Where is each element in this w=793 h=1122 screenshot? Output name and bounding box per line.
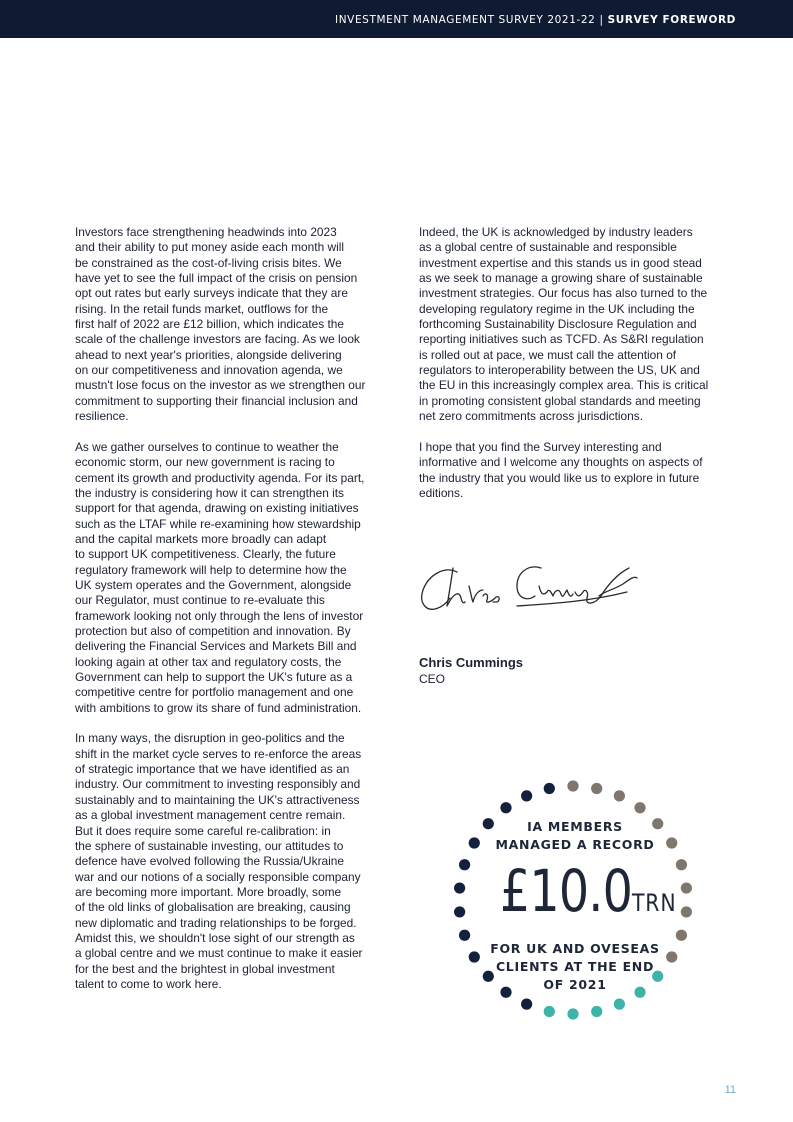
right-column [419, 225, 741, 517]
ring-dot [469, 951, 480, 962]
stat-bottom-text: FOR UK AND OVESEAS CLIENTS AT THE END OF 2021 [490, 941, 660, 992]
ring-dot [454, 882, 465, 893]
header-separator: | [599, 14, 604, 26]
ring-dot [544, 783, 555, 794]
header-bar [0, 0, 793, 38]
signatory-name: Chris Cummings [419, 655, 524, 670]
ring-dot [591, 1006, 602, 1017]
stat-top-text: IA MEMBERS MANAGED A RECORD [495, 819, 655, 852]
left-column [75, 225, 397, 1008]
stat-value: £10.0 [499, 857, 632, 925]
paragraph: I hope that you find the Survey interesting and informative and I welcome any thoughts on aspects of the industry that you would like us to explore in future editions. [419, 439, 703, 500]
paragraph: As we gather ourselves to continue to weather the economic storm, our new government is racing to cement its growth and productivity agenda. For its part, the industry is considering how it can strengthen its support for that agenda, drawing on existing initiatives such as the LTAF while re-examining how stewardship and the capital markets more broadly can adapt to support UK competitiveness. Clearly, the future regulatory framework will help to determine how the UK system operates and the Government, alongside our Regulator, must continue to re-evaluate this framework looking not only through the lens of investor protection but also of competition and innovation. By delivering the Financial Services and Markets Bill and looking again at other tax and regulatory costs, the Government can help to support the UK's future as a competitive centre for portfolio management and one with ambitions to grow its share of fund administration. [75, 439, 365, 715]
header-chapter: SURVEY FOREWORD [607, 14, 736, 26]
running-header [335, 14, 736, 26]
stat-unit: TRN [631, 889, 677, 917]
ring-dot [614, 790, 625, 801]
ring-dot [634, 802, 645, 813]
page-number: 11 [724, 1084, 736, 1096]
paragraph: Investors face strengthening headwinds into 2023 and their ability to put money aside each month will be constrained as the cost-of-living crisis bites. We have yet to see the full impact of the crisis on pension opt out rates but early surveys indicate that they are rising. In the retail funds market, outflows for the first half of 2022 are £12 billion, which indicates the scale of the challenge investors are facing. As we look ahead to next year's priorities, alongside delivering on our competitiveness and innovation agenda, we mustn't lose focus on the investor as we strengthen our commitment to supporting their financial inclusion and resilience. [75, 225, 366, 424]
header-section: INVESTMENT MANAGEMENT SURVEY 2021-22 [335, 14, 596, 26]
ring-dot [567, 1008, 578, 1019]
ring-dot [459, 930, 470, 941]
ring-dot [591, 783, 602, 794]
signatory-title: CEO [419, 672, 446, 686]
ring-dot [544, 1006, 555, 1017]
paragraph: Indeed, the UK is acknowledged by industry leaders as a global centre of sustainable and responsible investment expertise and this stands us in good stead as we seek to manage a growing share of sustainable investment strategies. Our focus has also turned to the developing regulatory regime in the UK including the forthcoming Sustainability Disclosure Regulation and reporting initiatives such as TCFD. As S&RI regulation is rolled out at pace, we must call the attention of regulators to interoperability between the US, UK and the EU in this increasingly complex area. This is critical in promoting consistent global standards and meeting net zero commitments across jurisdictions. [419, 225, 709, 424]
ring-dot [567, 780, 578, 791]
ring-dot [500, 802, 511, 813]
handwritten-signature [417, 556, 647, 618]
ring-dot [454, 906, 465, 917]
stat-headline [470, 858, 685, 924]
ring-dot [521, 999, 532, 1010]
ring-dot [614, 999, 625, 1010]
ring-dot [459, 859, 470, 870]
paragraph: In many ways, the disruption in geo-politics and the shift in the market cycle serves to re-enforce the areas of strategic importance that we have identified as an industry. Our commitment to investing responsibly and sustainably and to maintaining the UK's attractiveness as a global investment management centre remain. But it does require some careful re-calibration: in the sphere of sustainable investing, our attitudes to defence have evolved following the Russia/Ukraine war and our notions of a socially responsible company are becoming more important. More broadly, some of the old links of globalisation are breaking, causing new diplomatic and trading relationships to be forged. Amidst this, we shouldn't lose sight of our strength as a global centre and we must continue to make it easier for the best and the brightest in global investment talent to come to work here. [75, 731, 363, 991]
ring-dot [521, 790, 532, 801]
ring-dot [676, 930, 687, 941]
